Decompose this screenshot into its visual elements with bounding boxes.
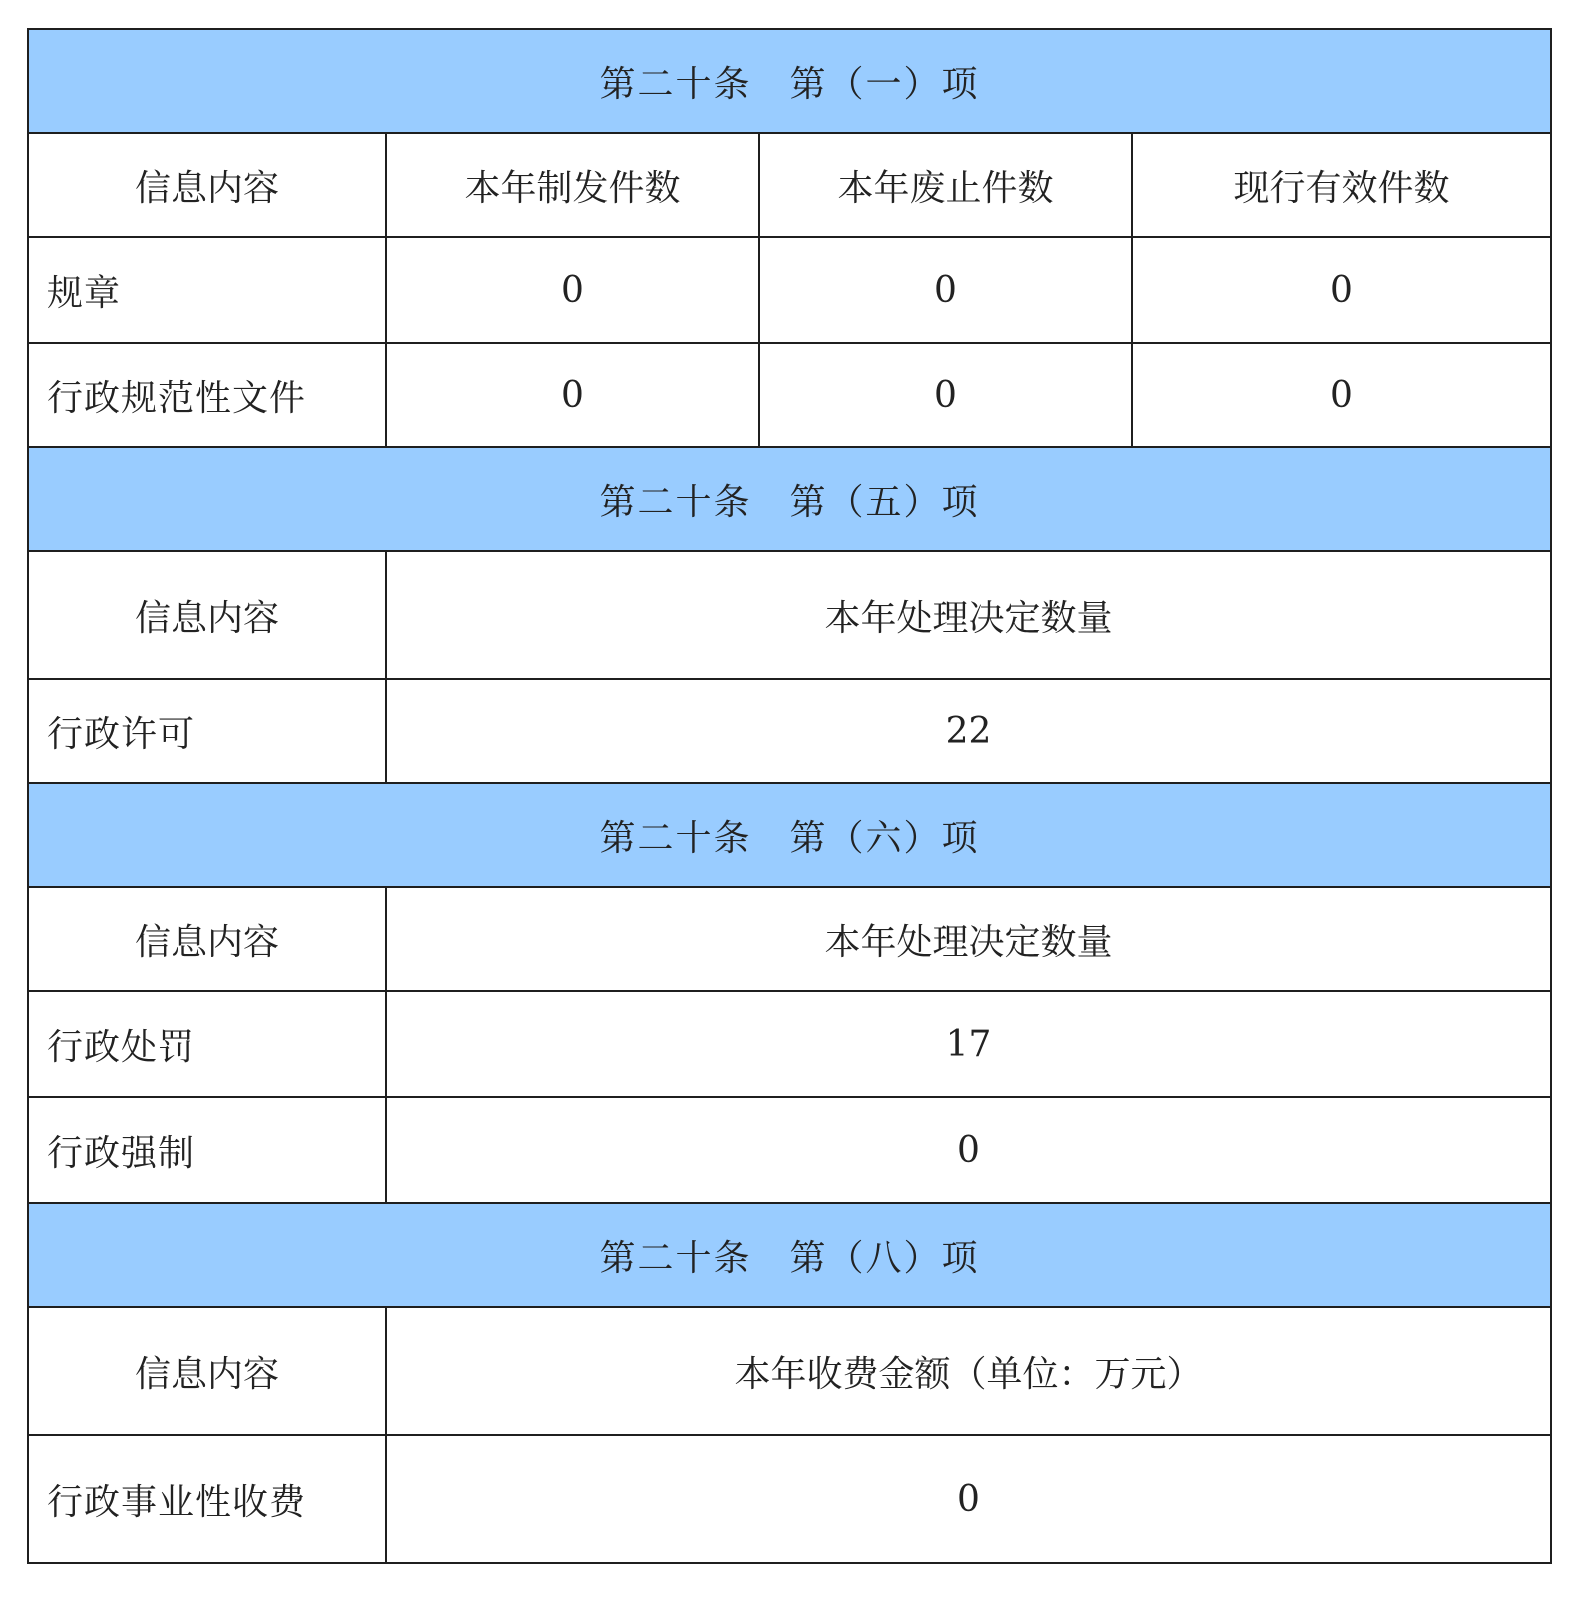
column-header: 信息内容	[28, 887, 386, 991]
cell-value: 0	[386, 237, 759, 343]
cell-value: 0	[1132, 237, 1551, 343]
table-row	[28, 1435, 1551, 1563]
column-header: 本年制发件数	[386, 133, 759, 237]
section-header-row	[28, 29, 1551, 133]
row-label: 规章	[28, 237, 386, 343]
table-row	[28, 343, 1551, 447]
section-header-row	[28, 1203, 1551, 1307]
section-title: 第二十条 第（一）项	[28, 29, 1551, 133]
column-header: 本年处理决定数量	[386, 551, 1551, 679]
column-header: 信息内容	[28, 1307, 386, 1435]
column-header: 信息内容	[28, 551, 386, 679]
table-row	[28, 1097, 1551, 1203]
row-label: 行政规范性文件	[28, 343, 386, 447]
column-header-row	[28, 133, 1551, 237]
column-header: 信息内容	[28, 133, 386, 237]
section-title: 第二十条 第（五）项	[28, 447, 1551, 551]
table-row	[28, 991, 1551, 1097]
column-header: 本年处理决定数量	[386, 887, 1551, 991]
disclosure-table	[27, 28, 1552, 1564]
column-header-row	[28, 1307, 1551, 1435]
cell-value: 0	[386, 1097, 1551, 1203]
column-header: 本年废止件数	[759, 133, 1132, 237]
section-title: 第二十条 第（八）项	[28, 1203, 1551, 1307]
cell-value: 0	[759, 237, 1132, 343]
cell-value: 22	[386, 679, 1551, 783]
table-row	[28, 679, 1551, 783]
cell-value: 0	[759, 343, 1132, 447]
row-label: 行政处罚	[28, 991, 386, 1097]
cell-value: 0	[386, 1435, 1551, 1563]
row-label: 行政事业性收费	[28, 1435, 386, 1563]
section-header-row	[28, 783, 1551, 887]
column-header: 现行有效件数	[1132, 133, 1551, 237]
section-title: 第二十条 第（六）项	[28, 783, 1551, 887]
table-row	[28, 237, 1551, 343]
column-header: 本年收费金额（单位：万元）	[386, 1307, 1551, 1435]
cell-value: 0	[386, 343, 759, 447]
column-header-row	[28, 551, 1551, 679]
cell-value: 0	[1132, 343, 1551, 447]
column-header-row	[28, 887, 1551, 991]
row-label: 行政许可	[28, 679, 386, 783]
section-header-row	[28, 447, 1551, 551]
row-label: 行政强制	[28, 1097, 386, 1203]
cell-value: 17	[386, 991, 1551, 1097]
